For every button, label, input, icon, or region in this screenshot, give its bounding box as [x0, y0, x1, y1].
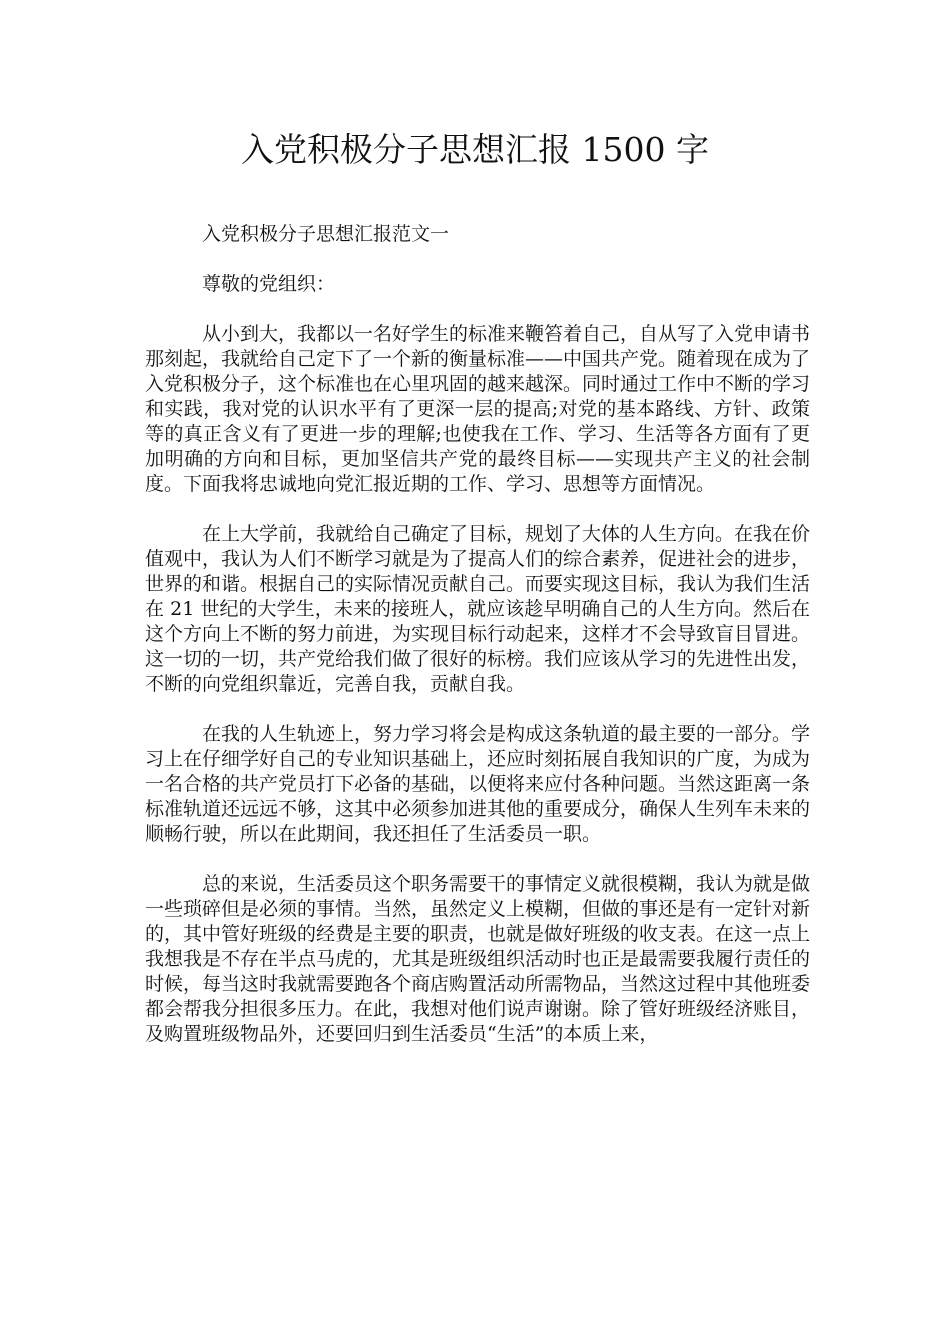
paragraph-4: 总的来说，生活委员这个职务需要干的事情定义就很模糊，我认为就是做一些琐碎但是必须的事情。当然，虽然定义上模糊，但做的事还是有一定针对新的，其中管好班级的经费是主要的职责，也就是做好班级的收支表。在这一点上我想我是不存在半点马虎的，尤其是班级组织活动时也正是最需要我履行责任的时候，每当这时我就需要跑各个商店购置活动所需物品，当然这过程中其他班委都会帮我分担很多压力。在此，我想对他们说声谢谢。除了管好班级经济账目，及购置班级物品外，还要回归到生活委员“生活”的本质上来， [145, 873, 811, 1045]
spacer [145, 697, 810, 722]
subtitle: 入党积极分子思想汇报范文一 [202, 223, 450, 245]
spacer [145, 847, 810, 872]
document-title: 入党积极分子思想汇报 1500 字 [241, 130, 709, 169]
document-body [145, 222, 810, 1047]
paragraph-2: 在上大学前，我就给自己确定了目标，规划了大体的人生方向。在我在价值观中，我认为人们不断学习就是为了提高人们的综合素养，促进社会的进步，世界的和谐。根据自己的实际情况贡献自己。而要实现这目标，我认为我们生活在 21 世纪的大学生，未来的接班人，就应该趁早明确自己的人生方向。然后在这个方向上不断的努力前进，为实现目标行动起来，这样才不会导致盲目冒进。这一切的一切，共产党给我们做了很好的标榜。我们应该从学习的先进性出发，不断的向党组织靠近，完善自我，贡献自我。 [145, 523, 811, 695]
salutation: 尊敬的党组织： [202, 273, 336, 295]
paragraph-3: 在我的人生轨迹上，努力学习将会是构成这条轨道的最主要的一部分。学习上在仔细学好自己的专业知识基础上，还应时刻拓展自我知识的广度，为成为一名合格的共产党员打下必备的基础，以便将来应付各种问题。当然这距离一条标准轨道还远远不够，这其中必须参加进其他的重要成分，确保人生列车未来的顺畅行驶，所以在此期间，我还担任了生活委员一职。 [145, 723, 811, 845]
paragraph-1: 从小到大，我都以一名好学生的标准来鞭笞着自己，自从写了入党申请书那刻起，我就给自己定下了一个新的衡量标准——中国共产党。随着现在成为了入党积极分子，这个标准也在心里巩固的越来越深。同时通过工作中不断的学习和实践，我对党的认识水平有了更深一层的提高;对党的基本路线、方针、政策等的真正含义有了更进一步的理解;也使我在工作、学习、生活等各方面有了更加明确的方向和目标，更加坚信共产党的最终目标——实现共产主义的社会制度。下面我将忠诚地向党汇报近期的工作、学习、思想等方面情况。 [145, 323, 811, 495]
spacer [145, 497, 810, 522]
spacer [145, 247, 810, 272]
spacer [145, 297, 810, 322]
